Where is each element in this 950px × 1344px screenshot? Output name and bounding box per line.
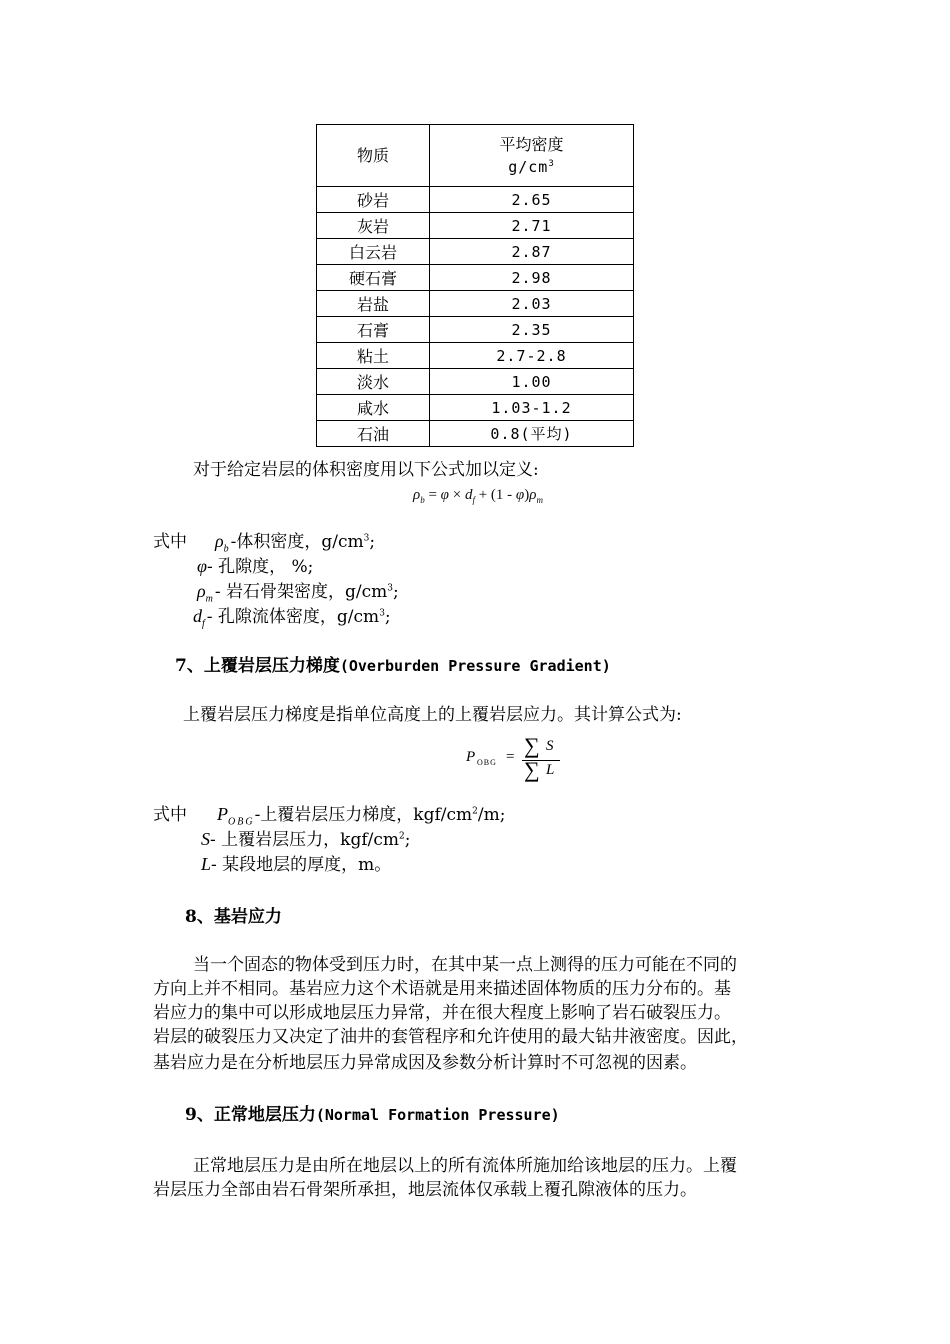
table-body <box>317 187 634 447</box>
definition-symbol: ρ <box>215 531 224 551</box>
table-row <box>317 343 634 369</box>
section7-heading: 7、上覆岩层压力梯度(Overburden Pressure Gradient) <box>175 656 611 676</box>
table-cell-density: 2.7-2.8 <box>430 343 634 369</box>
table-cell-substance: 砂岩 <box>317 187 430 213</box>
paragraph-line: 正常地层压力是由所在地层以上的所有流体所施加给该地层的压力。上覆 <box>193 1156 737 1176</box>
paragraph-line: 基岩应力是在分析地层压力异常成因及参数分析计算时不可忽视的因素。 <box>153 1053 697 1073</box>
definition-item <box>217 800 506 828</box>
table-cell-density: 2.03 <box>430 291 634 317</box>
definition-item <box>201 850 391 875</box>
definition-subscript: m <box>205 593 215 605</box>
definition-symbol: S <box>201 829 210 849</box>
table-cell-density: 2.98 <box>430 265 634 291</box>
table-row <box>317 239 634 265</box>
definition-text: - 上覆岩层压力，kgf/cm <box>210 830 399 850</box>
definition-text: - 岩石骨架密度，g/cm <box>214 582 388 602</box>
definition-symbol: L <box>201 854 212 874</box>
bulk-density-intro: 对于给定岩层的体积密度用以下公式加以定义: <box>193 460 539 480</box>
definition-item <box>215 527 376 555</box>
table-cell-substance: 白云岩 <box>317 239 430 265</box>
definition-superscript: 3 <box>363 533 370 544</box>
definition-item <box>197 577 399 605</box>
table-cell-density: 1.00 <box>430 369 634 395</box>
table-cell-substance: 淡水 <box>317 369 430 395</box>
definition-symbol: φ <box>197 556 207 576</box>
table-cell-density: 0.8(平均) <box>430 421 634 447</box>
table-cell-density: 2.71 <box>430 213 634 239</box>
paragraph-line: 岩层压力全部由岩石骨架所承担，地层流体仅承载上覆孔隙液体的压力。 <box>153 1180 697 1200</box>
definition-text: - 孔隙流体密度，g/cm <box>206 607 380 627</box>
definition-superscript: 2 <box>472 806 478 817</box>
table-header-row <box>317 125 634 187</box>
section9-heading: 9、正常地层压力(Normal Formation Pressure) <box>185 1105 560 1125</box>
table-row <box>317 265 634 291</box>
definition-superscript: 3 <box>387 583 394 594</box>
definition-symbol: ρ <box>197 581 206 601</box>
table-row <box>317 317 634 343</box>
definition-symbol: P <box>217 804 228 824</box>
section8-heading: 8、基岩应力 <box>185 907 282 927</box>
bulk-density-where-label: 式中 <box>153 532 187 552</box>
table-cell-substance: 灰岩 <box>317 213 430 239</box>
table-cell-substance: 岩盐 <box>317 291 430 317</box>
table-cell-substance: 石油 <box>317 421 430 447</box>
table-cell-substance: 粘土 <box>317 343 430 369</box>
definition-item <box>193 602 391 630</box>
table-header-density <box>430 125 634 187</box>
table-cell-substance: 石膏 <box>317 317 430 343</box>
table-cell-substance: 咸水 <box>317 395 430 421</box>
density-table <box>316 124 634 447</box>
definition-tail: /m; <box>477 805 506 825</box>
table-cell-substance: 硬石膏 <box>317 265 430 291</box>
definition-superscript: 3 <box>379 608 385 619</box>
section7-where-label: 式中 <box>153 805 187 825</box>
definition-subscript: OBG <box>228 816 255 828</box>
definition-superscript: 2 <box>399 831 405 842</box>
section7-intro: 上覆岩层压力梯度是指单位高度上的上覆岩层应力。其计算公式为: <box>183 705 682 725</box>
definition-tail: ; <box>369 532 376 552</box>
table-header-density-title: 平均密度 <box>499 134 564 154</box>
definition-tail: ; <box>404 830 411 850</box>
definition-text: -上覆岩层压力梯度，kgf/cm <box>254 805 473 825</box>
obg-formula: P OBG = ∑ S ∑ L <box>466 736 576 786</box>
definition-item <box>197 552 313 577</box>
table-row <box>317 291 634 317</box>
table-row <box>317 187 634 213</box>
table-row <box>317 421 634 447</box>
paragraph-line: 岩应力的集中可以形成地层压力异常，并在很大程度上影响了岩石破裂压力。 <box>153 1003 731 1023</box>
paragraph-line: 方向上并不相同。基岩应力这个术语就是用来描述固体物质的压力分布的。基 <box>153 979 731 999</box>
definition-tail: ; <box>393 582 399 602</box>
table-cell-density: 2.65 <box>430 187 634 213</box>
definition-text: - 某段地层的厚度，m。 <box>211 855 392 875</box>
bulk-density-formula: $\rho_b = \varphi \times d_f + (1 - \varphi)\rho_m$ <box>413 487 543 505</box>
definition-tail: ; <box>384 607 391 627</box>
definition-subscript: b <box>223 543 231 555</box>
table-header-density-unit: $g/cm^3$ <box>508 157 555 176</box>
table-row <box>317 369 634 395</box>
table-cell-density: 1.03-1.2 <box>430 395 634 421</box>
definition-text: - 孔隙度， %; <box>206 557 314 577</box>
table-header-substance: 物质 <box>317 125 430 187</box>
paragraph-line: 当一个固态的物体受到压力时，在其中某一点上测得的压力可能在不同的 <box>193 955 737 975</box>
definition-subscript: f <box>202 618 207 630</box>
definition-symbol: d <box>193 606 202 626</box>
definition-text: -体积密度，g/cm <box>230 532 364 552</box>
table-row <box>317 395 634 421</box>
table-cell-density: 2.35 <box>430 317 634 343</box>
table-cell-density: 2.87 <box>430 239 634 265</box>
definition-item <box>201 825 410 850</box>
paragraph-line: 岩层的破裂压力又决定了油井的套管程序和允许使用的最大钻井液密度。因此， <box>153 1027 748 1047</box>
table-row <box>317 213 634 239</box>
